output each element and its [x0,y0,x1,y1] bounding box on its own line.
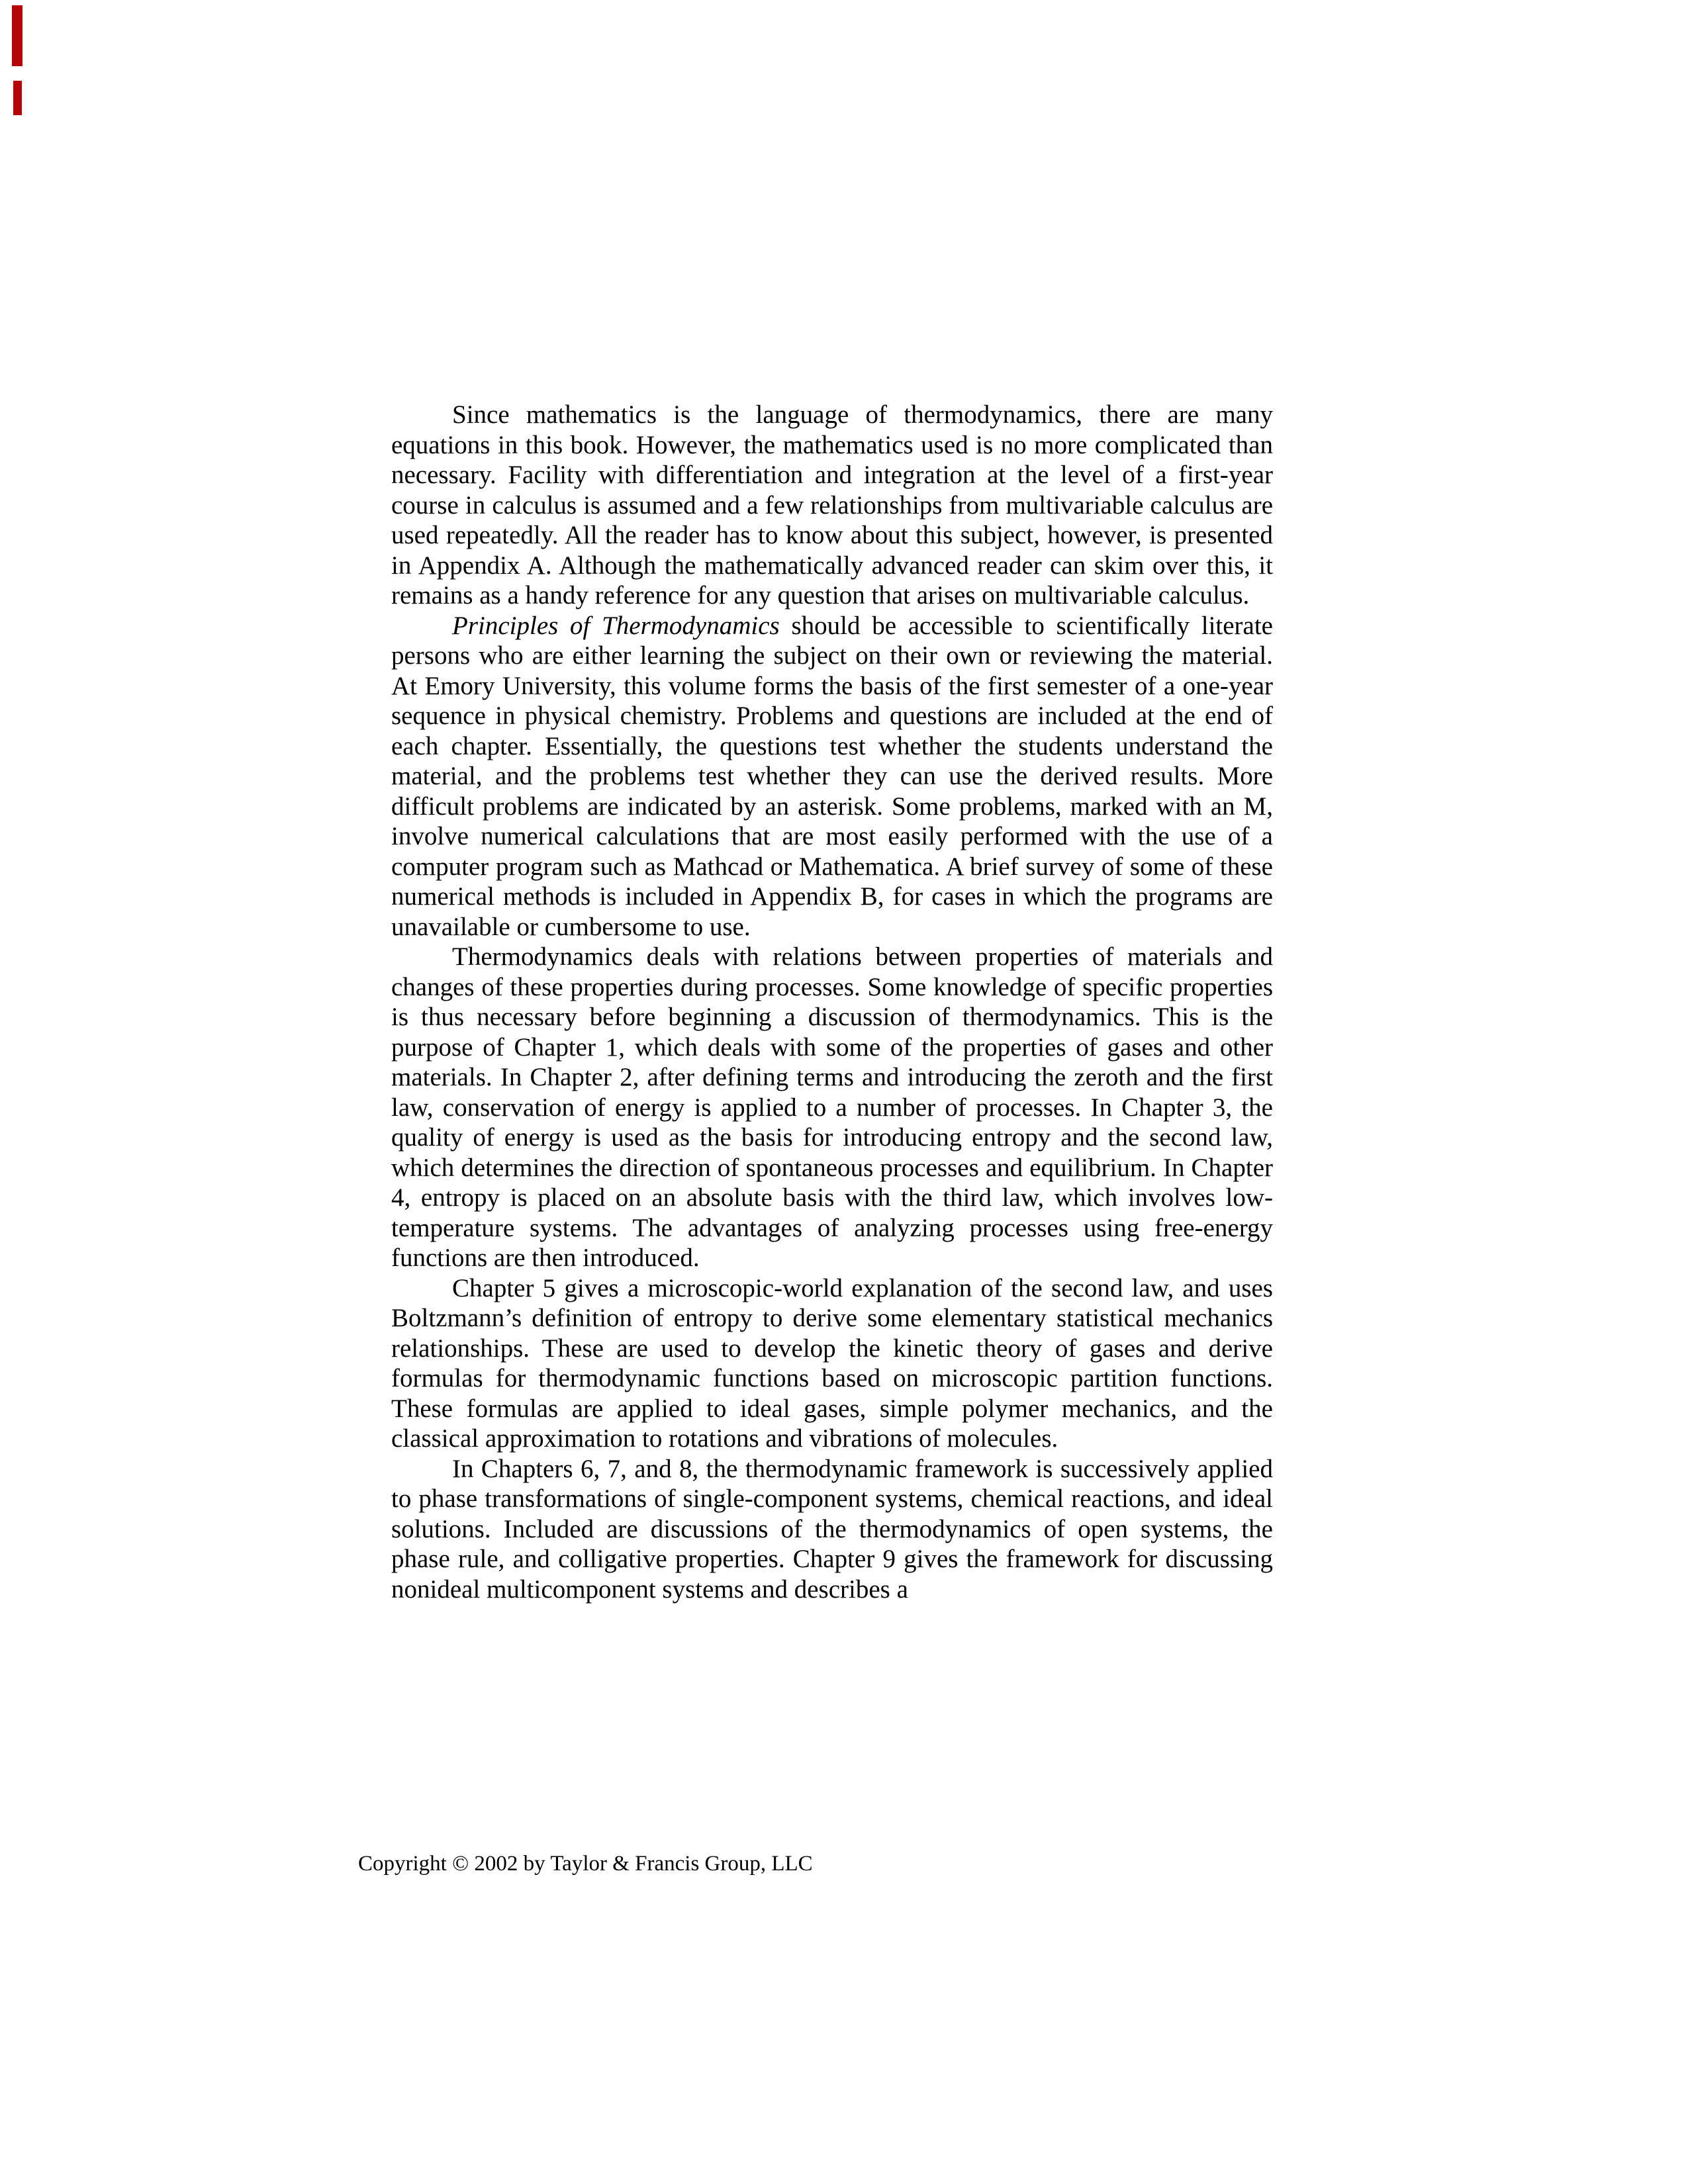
paragraph: Chapter 5 gives a microscopic-world explanation of the second law, and uses Boltzmann’s definition of entropy to derive some elementary statistical mechanics relationships. These are used to develop the kinetic theory of gases and derive formulas for thermodynamic functions based on microscopic partition functions. These formulas are applied to ideal gases, simple polymer mechanics, and the classical approximation to rotations and vibrations of molecules. [391,1273,1273,1453]
copyright-notice: Copyright © 2002 by Taylor & Francis Group, LLC [358,1852,813,1876]
scan-artifact-mark [13,81,22,115]
scan-artifact-mark [12,5,23,66]
book-title-italic: Principles of Thermodynamics [452,611,780,640]
preface-text-block [391,400,1273,1604]
paragraph: Since mathematics is the language of thermodynamics, there are many equations in this book. However, the mathematics used is no more complicated than necessary. Facility with differentiation and integration at the level of a first-year course in calculus is assumed and a few relationships from multivariable calculus are used repeatedly. All the reader has to know about this subject, however, is presented in Appendix A. Although the mathematically advanced reader can skim over this, it remains as a handy reference for any question that arises on multivariable calculus. [391,400,1273,610]
paragraph: Thermodynamics deals with relations between properties of materials and changes of these properties during processes. Some knowledge of specific properties is thus necessary before beginning a discussion of thermodynamics. This is the purpose of Chapter 1, which deals with some of the properties of gases and other materials. In Chapter 2, after defining terms and introducing the zeroth and the first law, conservation of energy is applied to a number of processes. In Chapter 3, the quality of energy is used as the basis for introducing entropy and the second law, which determines the direction of spontaneous processes and equilibrium. In Chapter 4, entropy is placed on an absolute basis with the third law, which involves low-temperature systems. The advantages of analyzing processes using free-energy functions are then introduced. [391,942,1273,1272]
paragraph: In Chapters 6, 7, and 8, the thermodynamic framework is successively applied to phase transformations of single-component systems, chemical reactions, and ideal solutions. Included are discussions of the thermodynamics of open systems, the phase rule, and colligative properties. Chapter 9 gives the framework for discussing nonideal multicomponent systems and describes a [391,1454,1273,1604]
paragraph-text: should be accessible to scientifically literate persons who are either learning the subject on their own or reviewing the material. At Emory University, this volume forms the basis of the first semester of a one-year sequence in physical chemistry. Problems and questions are included at the end of each chapter. Essentially, the questions test whether the students understand the material, and the problems test whether they can use the derived results. More difficult problems are indicated by an asterisk. Some problems, marked with an M, involve numerical calculations that are most easily performed with the use of a computer program such as Mathcad or Mathematica. A brief survey of some of these numerical methods is included in Appendix B, for cases in which the programs are unavailable or cumbersome to use. [391,611,1273,941]
paragraph [391,611,1273,942]
